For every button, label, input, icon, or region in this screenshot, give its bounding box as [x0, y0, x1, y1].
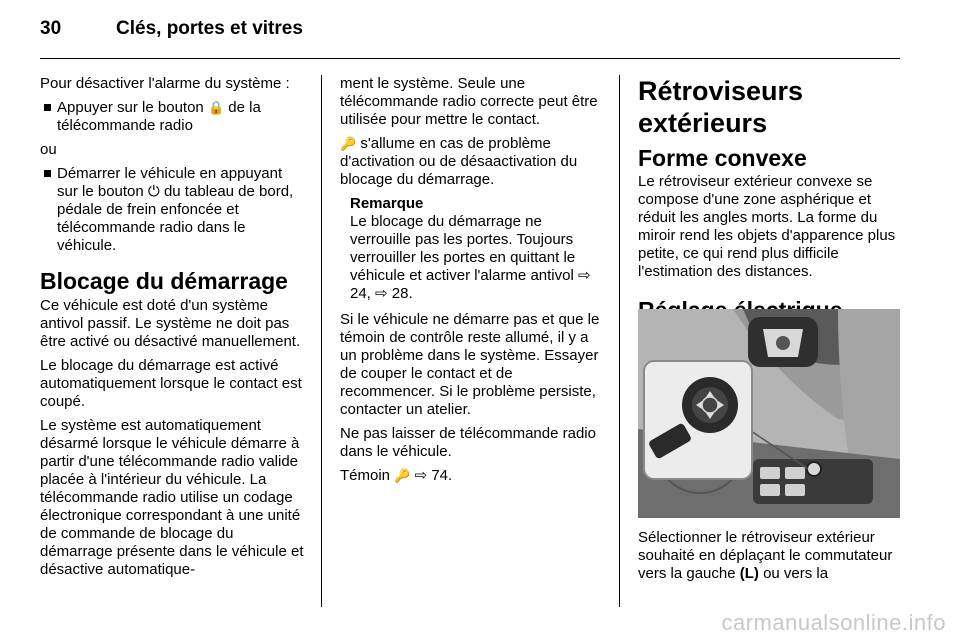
- paragraph: Sélectionner le rétroviseur extérieur souhaité en déplaçant le commutateur vers la gauche (L) ou vers la: [638, 529, 893, 582]
- watermark: carmanualsonline.info: [721, 610, 946, 635]
- paragraph: Le système est automatiquement désarmé lorsque le véhicule démarre à partir d'une télécommande radio valide placée à l'intérieur du véhicule. La télécommande radio utilise un codage électronique correspondant à une unité de commande de blocage du démarrage présente dans le véhicule et désactive automatique-: [40, 417, 304, 578]
- page-number: 30: [40, 18, 62, 39]
- paragraph: Si le véhicule ne démarre pas et que le témoin de contrôle reste allumé, il y a un problème dans le système. Essayer de couper le contact et de recommencer. Si le problème persiste, contacter un atelier.: [340, 311, 600, 418]
- section-title: Clés, portes et vitres: [116, 18, 303, 39]
- subheading-forme-convexe: Forme convexe: [638, 145, 807, 171]
- paragraph: Témoin 🔑 ⇨ 74.: [340, 467, 453, 484]
- page-ref-arrow-icon: ⇨: [577, 267, 591, 284]
- column-2: [340, 75, 605, 485]
- paragraph: 🔑 s'allume en cas de problème d'activation ou de désaactivation du blocage du démarrage.: [340, 135, 578, 188]
- header-rule: [40, 58, 900, 59]
- note-title: Remarque: [350, 195, 424, 212]
- power-icon: ⏻: [147, 183, 160, 200]
- lock-icon: 🔒: [207, 100, 225, 115]
- paragraph: ment le système. Seule une télécommande radio correcte peut être utilisée pour mettre le contact.: [340, 75, 598, 128]
- paragraph: Le rétroviseur extérieur convexe se compose d'une zone asphérique et réduit les angles morts. La forme du miroir rend les objets d'apparence plus petite, ce qui rend plus difficile l'estimation des distances.: [638, 173, 896, 280]
- bullet-icon: [44, 104, 51, 111]
- note-box: [340, 195, 605, 303]
- list-item: Démarrer le véhicule en appuyant sur le bouton ⏻ du tableau de bord, pédale de frein enfoncée et télécommande radio dans le véhicule.: [40, 165, 307, 255]
- page-ref[interactable]: 74.: [431, 467, 453, 484]
- page-ref[interactable]: 24,: [350, 285, 371, 302]
- page-ref[interactable]: 28.: [391, 285, 413, 302]
- illustration-svg: [638, 309, 900, 518]
- heading-retroviseurs: Rétroviseurs extérieurs: [638, 76, 804, 138]
- paragraph: Ce véhicule est doté d'un système antivol passif. Le système ne doit pas être activé ou désactivé manuellement.: [40, 297, 301, 350]
- column-divider: [321, 75, 322, 607]
- column-divider: [619, 75, 620, 607]
- column-1: [40, 75, 307, 579]
- page-ref-arrow-icon: ⇨: [375, 285, 388, 302]
- immobilizer-icon: 🔑: [340, 136, 357, 151]
- heading-blocage-demarrage: Blocage du démarrage: [40, 268, 288, 294]
- immobilizer-icon: 🔑: [394, 468, 411, 483]
- or-text: ou: [40, 141, 57, 158]
- note-text: Le blocage du démarrage ne verrouille pas les portes. Toujours verrouiller les portes en quittant le véhicule et activer l'alarme antivol: [350, 213, 576, 284]
- list-item: Appuyer sur le bouton 🔒 de la télécommande radio: [40, 99, 307, 135]
- paragraph: Ne pas laisser de télécommande radio dans le véhicule.: [340, 425, 596, 460]
- paragraph: Le blocage du démarrage est activé automatiquement lorsque le contact est coupé.: [40, 357, 302, 410]
- mirror-control-illustration: [638, 309, 900, 518]
- bullet-icon: [44, 170, 51, 177]
- column-3-bottom: [638, 529, 900, 583]
- page-ref-arrow-icon: ⇨: [414, 467, 428, 484]
- alarm-intro: Pour désactiver l'alarme du système :: [40, 75, 290, 92]
- column-3: [638, 75, 900, 327]
